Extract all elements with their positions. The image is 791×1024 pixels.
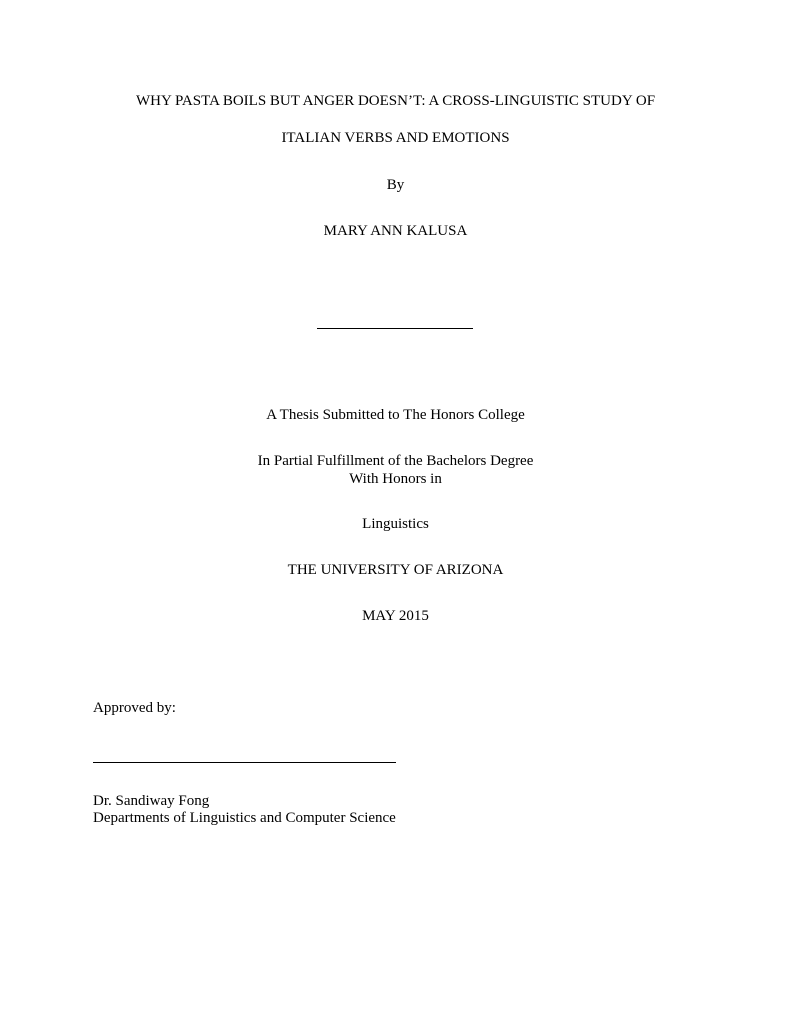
- approved-by-label: Approved by:: [93, 700, 176, 716]
- author-name: MARY ANN KALUSA: [323, 223, 468, 239]
- signature-line: [93, 762, 396, 763]
- field-of-study: Linguistics: [362, 516, 429, 532]
- university-name: THE UNIVERSITY OF ARIZONA: [287, 562, 504, 578]
- thesis-title-line-2: ITALIAN VERBS AND EMOTIONS: [281, 130, 510, 146]
- approver-name: Dr. Sandiway Fong: [93, 793, 210, 809]
- thesis-title-line-1: WHY PASTA BOILS BUT ANGER DOESN’T: A CROSS-LINGUISTIC STUDY OF: [135, 93, 656, 109]
- submission-date: MAY 2015: [362, 608, 429, 624]
- approver-department: Departments of Linguistics and Computer Science: [93, 810, 396, 826]
- by-label: By: [386, 177, 405, 193]
- separator-line: [317, 328, 473, 329]
- submission-statement: A Thesis Submitted to The Honors College: [266, 407, 525, 423]
- fulfillment-line-1: In Partial Fulfillment of the Bachelors Degree: [257, 453, 534, 469]
- fulfillment-line-2: With Honors in: [349, 471, 442, 487]
